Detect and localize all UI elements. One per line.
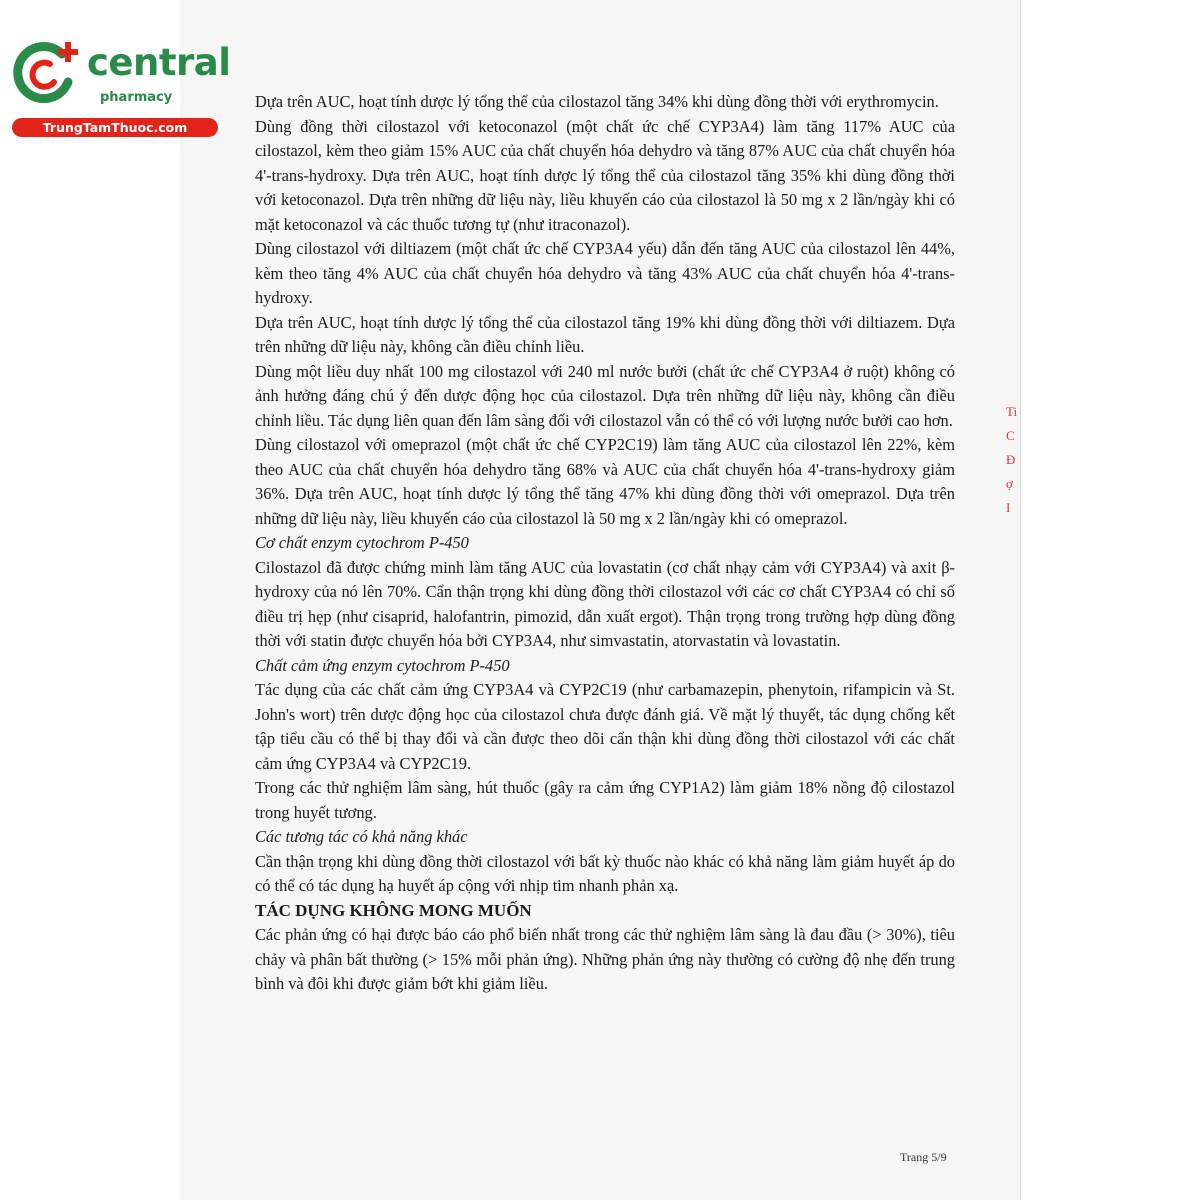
- subheading: Cơ chất enzym cytochrom P-450: [255, 533, 469, 552]
- logo-site-banner: TrungTamThuoc.com: [12, 118, 218, 137]
- paragraph: Cần thận trọng khi dùng đồng thời cilostazol với bất kỳ thuốc nào khác có khả năng làm giảm huyết áp do có thể có tác dụng hạ huyết áp cộng với nhịp tim nhanh phản xạ.: [255, 851, 955, 895]
- paragraph: Dùng cilostazol với omeprazol (một chất ức chế CYP2C19) làm tăng AUC của cilostazol lên 22%, kèm theo AUC của chất chuyển hóa dehydro tăng 68% và AUC của chất chuyển hóa 4'-trans-hydroxy giảm 36%. Dựa trên AUC, hoạt tính dược lý tổng thể tăng 47% khi dùng đồng thời với omeprazol. Dựa trên những dữ liệu này, liều khuyến cáo của cilostazol là 50 mg x 2 lần/ngày khi có omeprazol.: [255, 435, 955, 528]
- stamp-char: Ti: [1006, 404, 1018, 419]
- page-number: Trang 5/9: [900, 1150, 947, 1164]
- stamp-char: C: [1006, 428, 1015, 443]
- subheading: Chất cảm ứng enzym cytochrom P-450: [255, 655, 510, 675]
- stamp-char: Đ: [1006, 452, 1016, 467]
- logo-brand-text: central: [87, 41, 231, 84]
- logo-sub-text: pharmacy: [100, 90, 173, 105]
- document-body: [255, 90, 955, 997]
- paragraph: Trong các thử nghiệm lâm sàng, hút thuốc (gây ra cảm ứng CYP1A2) làm giảm 18% nồng độ cilostazol trong huyết tương.: [255, 778, 955, 822]
- pharmacy-logo: [10, 38, 231, 138]
- red-stamp-fragment: [1006, 400, 1026, 560]
- paragraph: Dùng cilostazol với diltiazem (một chất ức chế CYP3A4 yếu) dẫn đến tăng AUC của cilostazol lên 44%, kèm theo tăng 4% AUC của chất chuyển hóa dehydro và tăng 43% AUC của chất chuyển hóa 4'-trans-hydroxy.: [255, 239, 955, 307]
- section-heading: TÁC DỤNG KHÔNG MONG MUỐN: [255, 900, 532, 920]
- paragraph: Dựa trên AUC, hoạt tính dược lý tổng thể của cilostazol tăng 34% khi dùng đồng thời với erythromycin.: [255, 92, 939, 111]
- stamp-char: ợ: [1006, 476, 1013, 491]
- central-logo-icon: [10, 38, 82, 110]
- paragraph: Dựa trên AUC, hoạt tính dược lý tổng thể của cilostazol tăng 19% khi dùng đồng thời với diltiazem. Dựa trên những dữ liệu này, không cần điều chỉnh liều.: [255, 312, 955, 356]
- paragraph: Dùng đồng thời cilostazol với ketoconazol (một chất ức chế CYP3A4) làm tăng 117% AUC của cilostazol, kèm theo giảm 15% AUC của chất chuyển hóa dehydro và tăng 87% AUC của chất chuyển hóa 4'-trans-hydroxy. Dựa trên AUC, hoạt tính dược lý tổng thể của cilostazol tăng 35% khi dùng đồng thời với ketoconazol. Dựa trên những dữ liệu này, liều khuyến cáo của cilostazol là 50 mg x 2 lần/ngày khi có mặt ketoconazol và các thuốc tương tự (như itraconazol).: [255, 116, 955, 234]
- stamp-char: I: [1006, 500, 1011, 515]
- paragraph: Tác dụng của các chất cảm ứng CYP3A4 và CYP2C19 (như carbamazepin, phenytoin, rifampicin và St. John's wort) trên dược động học của cilostazol chưa được đánh giá. Về mặt lý thuyết, tác dụng chống kết tập tiểu cầu có thể bị thay đổi và cần được theo dõi cẩn thận khi dùng đồng thời cilostazol với các chất cảm ứng CYP3A4 và CYP2C19.: [255, 680, 955, 773]
- paragraph: Dùng một liều duy nhất 100 mg cilostazol với 240 ml nước bưởi (chất ức chế CYP3A4 ở ruột) không có ảnh hưởng đáng chú ý đến dược động học của cilostazol. Dựa trên những dữ liệu này, không cần điều chỉnh liều. Tác dụng liên quan đến lâm sàng đối với cilostazol vẫn có thể có với lượng nước bưởi cao hơn.: [255, 361, 955, 430]
- paragraph: Cilostazol đã được chứng minh làm tăng AUC của lovastatin (cơ chất nhạy cảm với CYP3A4) và axit β-hydroxy của nó lên 70%. Cẩn thận trọng khi dùng đồng thời cilostazol với các cơ chất CYP3A4 có chỉ số điều trị hẹp (như cisaprid, halofantrin, pimozid, dẫn xuất ergot). Thận trọng trong trường hợp dùng đồng thời với statin được chuyển hóa bởi CYP3A4, như simvastatin, atorvastatin và lovastatin.: [255, 557, 955, 650]
- paragraph: Các phản ứng có hại được báo cáo phổ biến nhất trong các thử nghiệm lâm sàng là đau đầu (> 30%), tiêu chảy và phân bất thường (> 15% mỗi phản ứng). Những phản ứng này thường có cường độ nhẹ đến trung bình và đôi khi được giảm bớt khi giảm liều.: [255, 925, 955, 993]
- subheading: Các tương tác có khả năng khác: [255, 827, 468, 846]
